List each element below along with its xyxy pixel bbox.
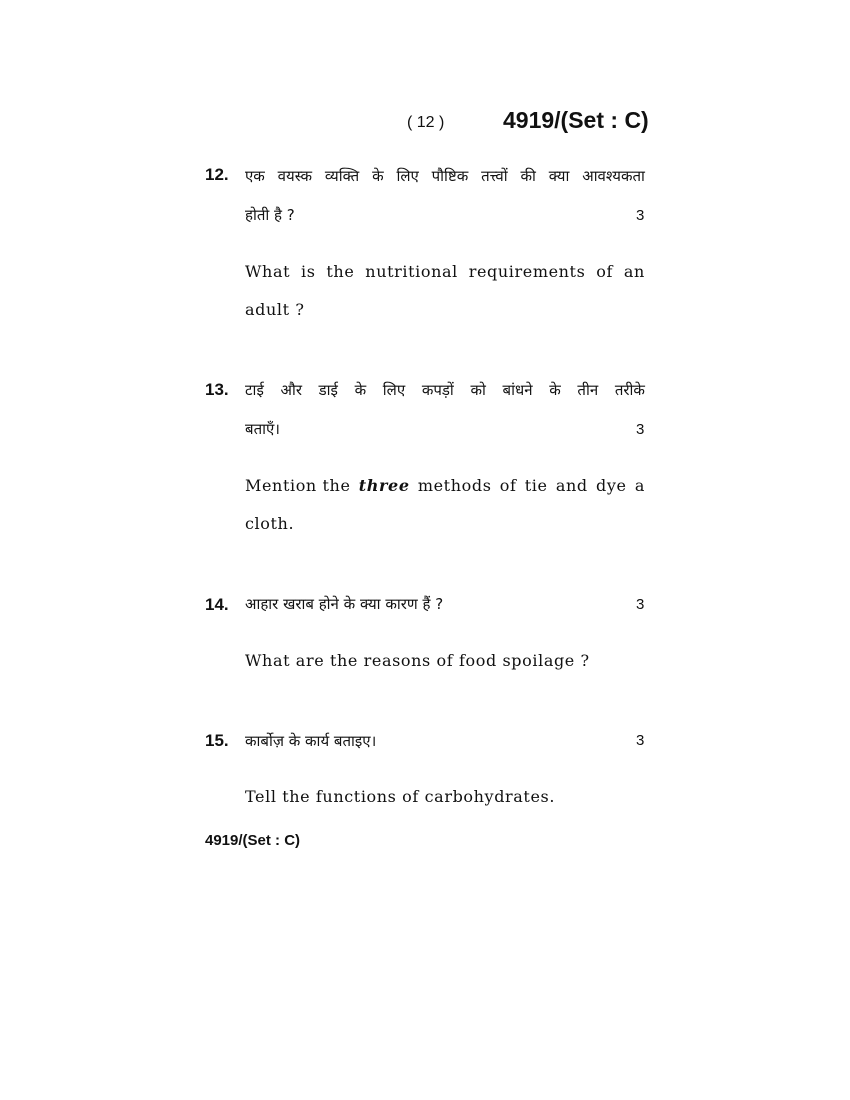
word: बांधने <box>502 381 533 399</box>
word: the <box>326 262 355 281</box>
question-hindi-line: बताएँ। <box>245 420 280 438</box>
word: तरीके <box>614 381 645 399</box>
word: लिए <box>396 167 419 185</box>
question-english-line: adult ? <box>245 300 305 319</box>
question-hindi-line <box>245 380 645 400</box>
marks: 3 <box>636 207 645 224</box>
word: डाई <box>318 381 338 399</box>
word: of <box>499 476 517 495</box>
word: कपड़ों <box>421 381 454 399</box>
question-english-line: cloth. <box>245 514 295 533</box>
question-number: 13. <box>205 380 229 399</box>
word: को <box>470 381 486 399</box>
word: टाई <box>245 381 264 399</box>
page-number: ( 12 ) <box>407 114 445 131</box>
word: tie <box>524 476 548 495</box>
footer-paper-code: 4919/(Set : C) <box>205 832 301 849</box>
marks: 3 <box>636 421 645 438</box>
word: के <box>549 381 561 399</box>
word: methods <box>417 476 492 495</box>
word: क्या <box>548 167 570 185</box>
word: एक <box>245 167 265 185</box>
question-english-line <box>245 262 645 281</box>
word: पौष्टिक <box>431 167 469 185</box>
question-english-line: What are the reasons of food spoilage ? <box>245 651 590 670</box>
question-english-line <box>245 476 645 495</box>
word: of <box>596 262 614 281</box>
words: Mention the <box>245 476 351 495</box>
word: और <box>280 381 302 399</box>
word: is <box>301 262 316 281</box>
word: What <box>245 262 291 281</box>
word: वयस्क <box>277 167 313 185</box>
word: nutritional <box>365 262 458 281</box>
question-number: 14. <box>205 595 229 614</box>
question-hindi-line: होती है ? <box>245 206 295 224</box>
question-hindi-line: आहार खराब होने के क्या कारण हैं ? <box>245 595 444 613</box>
emphasis-word: three <box>358 476 410 495</box>
paper-code: 4919/(Set : C) <box>503 107 649 133</box>
question-hindi-line <box>245 166 645 186</box>
question-english-line: Tell the functions of carbohydrates. <box>245 787 556 806</box>
word: an <box>623 262 645 281</box>
word: व्यक्ति <box>324 167 360 185</box>
word: requirements <box>468 262 586 281</box>
word: तत्त्वों <box>481 167 508 185</box>
question-number: 12. <box>205 165 229 184</box>
word: a <box>634 476 645 495</box>
word: लिए <box>382 381 406 399</box>
word: के <box>354 381 367 399</box>
word: तीन <box>577 381 599 399</box>
question-number: 15. <box>205 731 229 750</box>
word: आवश्यकता <box>582 167 645 185</box>
word: की <box>520 167 536 185</box>
marks: 3 <box>636 596 645 613</box>
word: के <box>372 167 384 185</box>
marks: 3 <box>636 732 645 749</box>
word: dye <box>596 476 627 495</box>
question-hindi-line: कार्बोज़ के कार्य बताइए। <box>245 732 377 750</box>
word: and <box>555 476 588 495</box>
